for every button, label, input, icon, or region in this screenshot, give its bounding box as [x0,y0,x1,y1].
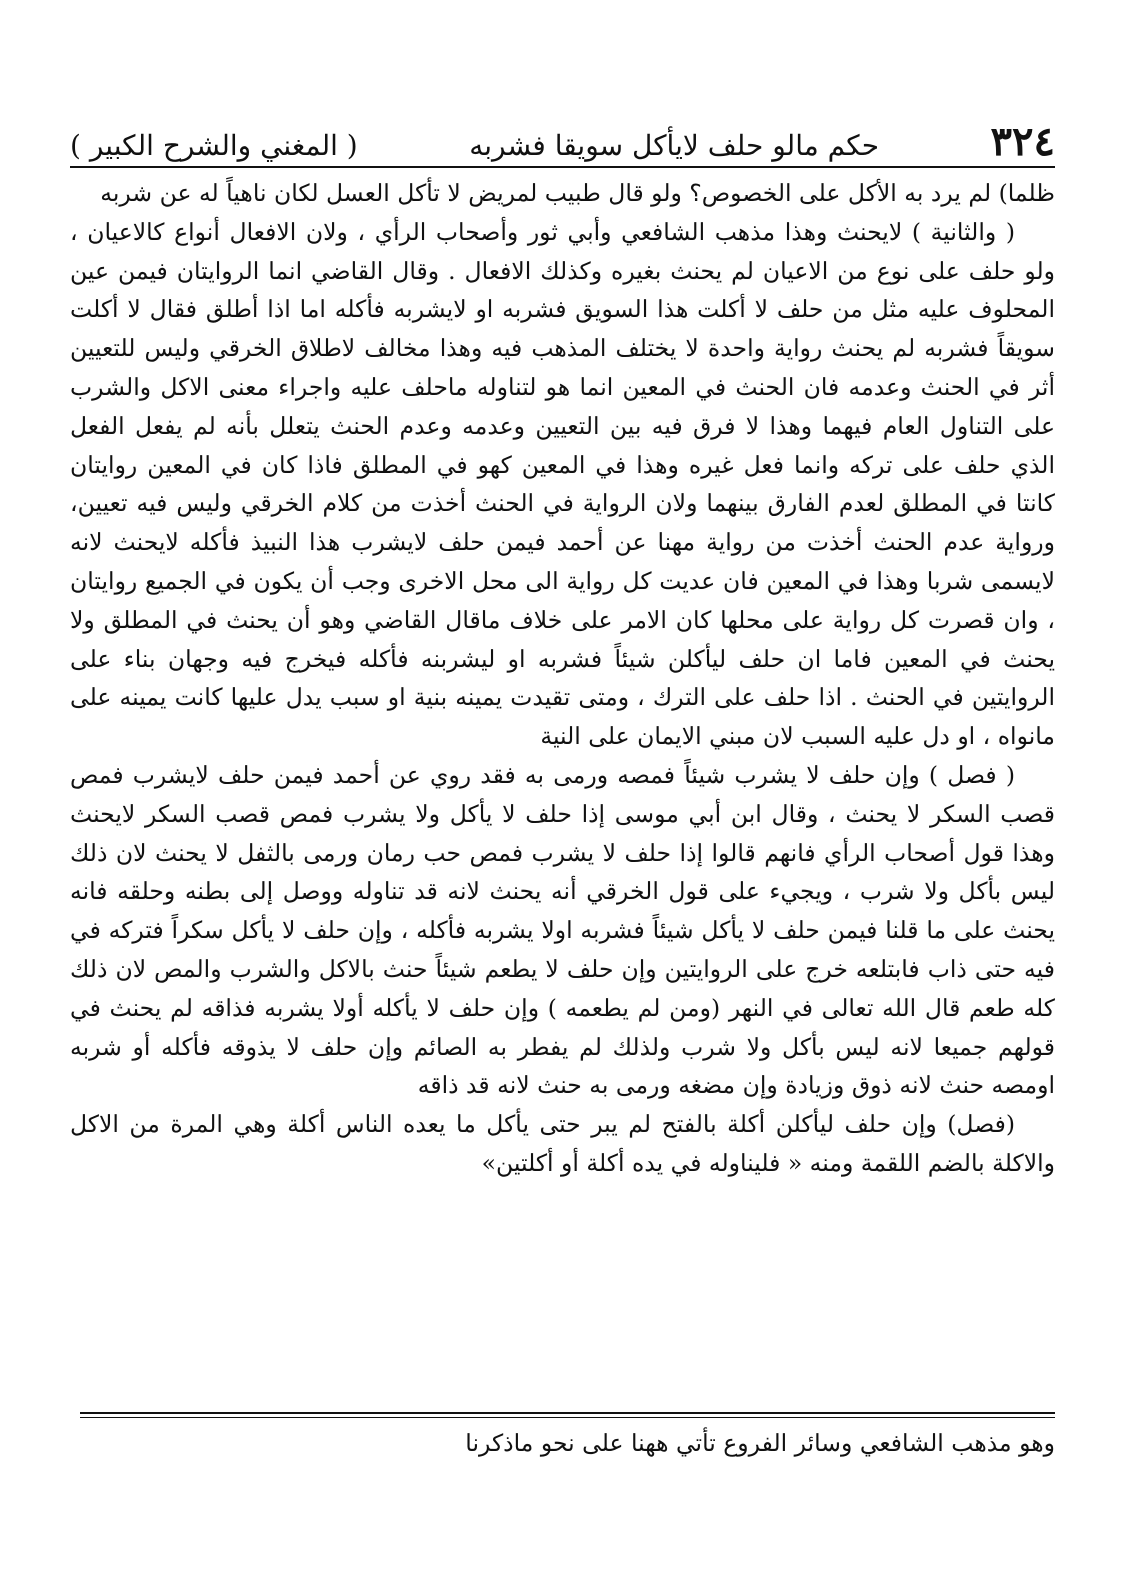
paragraph-second-opinion: ( والثانية ) لايحنث وهذا مذهب الشافعي وأبي ثور وأصحاب الرأي ، ولان الافعال أنواع كالاعيان ، ولو حلف على نوع من الاعيان لم يحنث بغيره وكذلك الافعال . وقال القاضي انما الروايتان فيمن عين المحلوف عليه مثل من حلف لا أكلت هذا السويق فشربه او لايشربه فأكله اما اذا أطلق فقال لا أكلت سويقاً فشربه لم يحنث رواية واحدة لا يختلف المذهب فيه وهذا مخالف لاطلاق الخرقي وليس للتعيين أثر في الحنث وعدمه فان الحنث في المعين انما هو لتناوله ماحلف عليه واجراء معنى الاكل والشرب على التناول العام فيهما وهذا لا فرق فيه بين التعيين وعدمه وعدم الحنث يتعلل بأنه لم يفعل الفعل الذي حلف على تركه وانما فعل غيره وهذا في المعين كهو في المطلق فاذا كان في المعين روايتان كانتا في المطلق لعدم الفارق بينهما ولان الرواية في الحنث أخذت من كلام الخرقي وليس فيه تعيين، ورواية عدم الحنث أخذت من رواية مهنا عن أحمد فيمن حلف لايشرب هذا النبيذ فأكله لايحنث لانه لايسمى شربا وهذا في المعين فان عديت كل رواية الى محل الاخرى وجب أن يكون في الجميع روايتان ، وان قصرت كل رواية على محلها كان الامر على خلاف ماقال القاضي وهو أن يحنث في المطلق ولا يحنث في المعين فاما ان حلف ليأكلن شيئاً فشربه او ليشربنه فأكله فيخرج فيه وجهان بناء على الروايتين في الحنث . اذا حلف على الترك ، ومتى تقيدت يمينه بنية او سبب يدل عليها كانت يمينه على مانواه ، او دل عليه السبب لان مبني الايمان على النية [70,217,1055,751]
book-title: ( المغني والشرح الكبير ) [70,129,358,162]
footnote-rule [80,1412,1055,1418]
main-text [70,174,1055,1183]
page-header [70,102,1055,165]
header-rule [70,166,1055,168]
paragraph-section-sucking: ( فصل ) وإن حلف لا يشرب شيئاً فمصه ورمى به فقد روي عن أحمد فيمن حلف لايشرب فمص قصب السكر لا يحنث ، وقال ابن أبي موسى إذا حلف لا يأكل ولا يشرب فمص قصب السكر لايحنث وهذا قول أصحاب الرأي فانهم قالوا إذا حلف لا يشرب فمص حب رمان ورمى بالثفل لا يحنث لان ذلك ليس بأكل ولا شرب ، ويجيء على قول الخرقي أنه يحنث لانه قد تناوله ووصل إلى بطنه وحلقه فانه يحنث على ما قلنا فيمن حلف لا يأكل شيئاً فشربه اولا يشربه فأكله ، وإن حلف لا يأكل سكراً فتركه في فيه حتى ذاب فابتلعه خرج على الروايتين وإن حلف لا يطعم شيئاً حنث بالاكل والشرب والمص لان ذلك كله طعم قال الله تعالى في النهر (ومن لم يطعمه ) وإن حلف لا يأكله أولا يشربه فذاقه لم يحنث في قولهم جميعا لانه ليس بأكل ولا شرب ولذلك لم يفطر به الصائم وإن حلف لا يذوقه فأكله أو شربه اومصه حنث لانه ذوق وزيادة وإن مضغه ورمى به حنث لانه قد ذاقه [70,760,1055,1100]
paragraph-continuation: ظلما) لم يرد به الأكل على الخصوص؟ ولو قال طبيب لمريض لا تأكل العسل لكان ناهياً له عن شربه [100,179,1055,207]
page-number: ٣٢٤ [990,118,1055,165]
running-title: حكم مالو حلف لايأكل سويقا فشربه [469,129,880,162]
footnote: وهو مذهب الشافعي وسائر الفروع تأتي ههنا على نحو ماذكرنا [465,1429,1055,1457]
paragraph-section-akla: (فصل) وإن حلف ليأكلن أكلة بالفتح لم يبر حتى يأكل ما يعده الناس أكلة وهي المرة من الاكل والاكلة بالضم اللقمة ومنه « فليناوله في يده أكلة أو أكلتين» [70,1110,1055,1177]
